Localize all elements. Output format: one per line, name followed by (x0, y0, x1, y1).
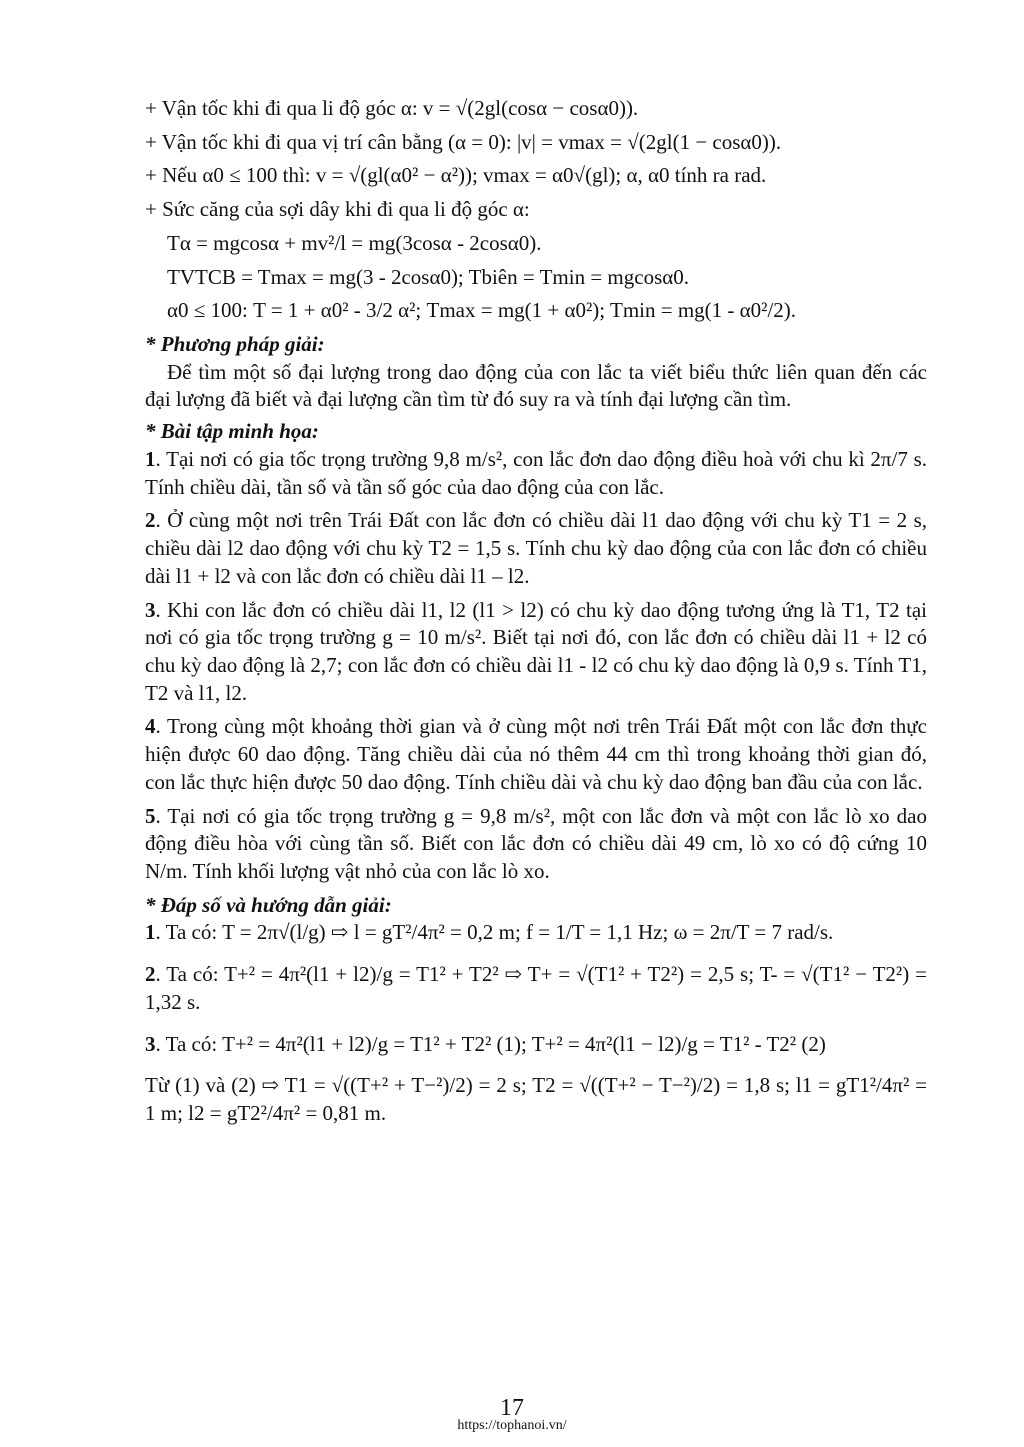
answer-item (145, 919, 927, 947)
answer-item (145, 1072, 927, 1127)
answer-number: 3 (145, 1031, 156, 1056)
answer-text: . Ta có: T = 2π√(l/g) ⇨ l = gT²/4π² = 0,2 m; f = 1/T = 1,1 Hz; ω = 2π/T = 7 rad/s. (155, 920, 834, 945)
exercise-item (145, 446, 927, 501)
exercise-text: . Trong cùng một khoảng thời gian và ở cùng một nơi trên Trái Đất một con lắc đơn thực hiện được 60 dao động. Tăng chiều dài của nó thêm 44 cm thì trong khoảng thời gian đó, con lắc thực hiện được 50 dao động. Tính chiều dài và chu kỳ dao động ban đầu của con lắc. (145, 714, 927, 794)
exercise-text: . Tại nơi có gia tốc trọng trường g = 9,8 m/s², một con lắc đơn và một con lắc lò xo dao động điều hòa với cùng tần số. Biết con lắc đơn có chiều dài 49 cm, lò xo có độ cứng 10 N/m. Tính khối lượng vật nhỏ của con lắc lò xo. (145, 803, 927, 883)
answer-text: Từ (1) và (2) ⇨ T1 = √((T+² + T−²)/2) = 2 s; T2 = √((T+² − T−²)/2) = 1,8 s; l1 = gT1²/4π² = 1 m; l2 = gT2²/4π² = 0,81 m. (145, 1073, 927, 1125)
exercise-number: 4 (145, 714, 156, 739)
exercise-text: . Tại nơi có gia tốc trọng trường 9,8 m/s², con lắc đơn dao động điều hoà với chu kì 2π/7 s. Tính chiều dài, tần số và tần số góc của dao động của con lắc. (145, 446, 927, 499)
answers-heading: * Đáp số và hướng dẫn giải: (145, 892, 392, 917)
exercise-text: . Khi con lắc đơn có chiều dài l1, l2 (l1 > l2) có chu kỳ dao động tương ứng là T1, T2 tại nơi có gia tốc trọng trường g = 10 m/s². Biết tại nơi đó, con lắc đơn có chiều dài l1 + l2 có chu kỳ dao động là 2,7; con lắc đơn có chiều dài l1 - l2 có chu kỳ dao động là 0,9 s. Tính T1, T2 và l1, l2. (145, 597, 927, 705)
exercise-item (145, 597, 927, 708)
formula-tension-extremes: TVTCB = Tmax = mg(3 - 2cosα0); Tbiên = Tmin = mgcosα0. (167, 264, 690, 289)
page-content (145, 95, 927, 1142)
answer-text: . Ta có: T+² = 4π²(l1 + l2)/g = T1² + T2² ⇨ T+ = √(T1² + T2²) = 2,5 s; T- = √(T1² − T2²) = 1,32 s. (145, 962, 927, 1014)
formula-velocity-equilibrium: + Vận tốc khi đi qua vị trí cân bằng (α = 0): |v| = vmax = √(2gl(1 − cosα0)). (145, 129, 782, 154)
exercise-item (145, 803, 927, 886)
page-number: 17 (500, 1395, 524, 1421)
answer-text: . Ta có: T+² = 4π²(l1 + l2)/g = T1² + T2² (1); T+² = 4π²(l1 − l2)/g = T1² - T2² (2) (155, 1031, 826, 1056)
exercises-heading: * Bài tập minh họa: (145, 419, 319, 444)
answer-item (145, 1031, 927, 1059)
formula-small-angle: + Nếu α0 ≤ 100 thì: v = √(gl(α0² − α²)); vmax = α0√(gl); α, α0 tính ra rad. (145, 163, 767, 188)
exercise-number: 5 (145, 803, 156, 828)
exercise-number: 1 (145, 446, 156, 471)
exercise-item (145, 713, 927, 796)
formula-tension-small-angle: α0 ≤ 100: T = 1 + α0² - 3/2 α²; Tmax = mg(1 + α0²); Tmin = mg(1 - α0²/2). (167, 298, 797, 323)
answer-number: 1 (145, 920, 156, 945)
formula-tension-intro: + Sức căng của sợi dây khi đi qua li độ góc α: (145, 197, 530, 222)
answer-number: 2 (145, 962, 156, 987)
exercise-number: 2 (145, 508, 156, 533)
exercise-list (145, 446, 927, 886)
exercise-item (145, 507, 927, 590)
answer-item (145, 961, 927, 1016)
formula-velocity-angle: + Vận tốc khi đi qua li độ góc α: v = √(2gl(cosα − cosα0)). (145, 96, 639, 120)
formula-tension: Tα = mgcosα + mv²/l = mg(3cosα - 2cosα0). (167, 230, 542, 255)
footer-link[interactable]: https://tophanoi.vn/ (457, 1418, 567, 1433)
method-heading: * Phương pháp giải: (145, 332, 325, 357)
exercise-number: 3 (145, 597, 156, 622)
answer-list (145, 919, 927, 1127)
method-text: Để tìm một số đại lượng trong dao động của con lắc ta viết biểu thức liên quan đến các đại lượng đã biết và đại lượng cần tìm từ đó suy ra và tính đại lượng cần tìm. (145, 359, 927, 412)
exercise-text: . Ở cùng một nơi trên Trái Đất con lắc đơn có chiều dài l1 dao động với chu kỳ T1 = 2 s, chiều dài l2 dao động với chu kỳ T2 = 1,5 s. Tính chu kỳ dao động của con lắc đơn có chiều dài l1 + l2 và con lắc đơn có chiều dài l1 – l2. (145, 508, 927, 588)
